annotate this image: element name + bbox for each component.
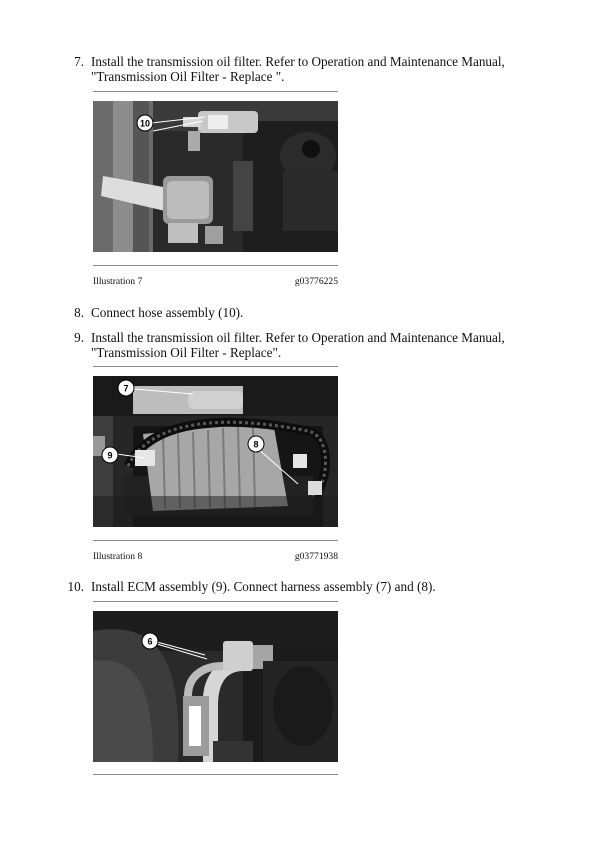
illustration-7-caption bbox=[93, 276, 338, 290]
callout-label: 6 bbox=[147, 636, 153, 647]
step-number: 8. bbox=[74, 305, 84, 320]
callout-label: 9 bbox=[107, 450, 113, 461]
divider bbox=[93, 265, 338, 266]
divider bbox=[93, 540, 338, 541]
step-text-line-1: Install ECM assembly (9). Connect harness assembly (7) and (8). bbox=[91, 579, 436, 594]
step-text-line-1: Install the transmission oil filter. Refer to Operation and Maintenance Manual, bbox=[91, 54, 505, 69]
illustration-code: g03776225 bbox=[294, 276, 338, 287]
divider bbox=[93, 366, 338, 367]
illustration-8-caption bbox=[93, 551, 338, 565]
illustration-code: g03771938 bbox=[294, 551, 338, 562]
illustration-7-photo bbox=[93, 101, 338, 252]
illustration-label: Illustration 7 bbox=[93, 276, 143, 287]
step-7 bbox=[56, 54, 556, 86]
illustration-hose-photo bbox=[93, 611, 338, 762]
divider bbox=[93, 91, 338, 92]
illustration-8-photo bbox=[93, 376, 338, 527]
step-text-line-2: "Transmission Oil Filter - Replace ". bbox=[91, 69, 285, 84]
step-number: 7. bbox=[74, 54, 84, 69]
step-10 bbox=[56, 579, 556, 595]
step-8 bbox=[56, 305, 556, 321]
step-number: 10. bbox=[67, 579, 84, 594]
callout-label: 10 bbox=[139, 118, 151, 129]
callout-label: 7 bbox=[123, 383, 129, 394]
divider bbox=[93, 774, 338, 775]
step-text-line-1: Connect hose assembly (10). bbox=[91, 305, 244, 320]
step-9 bbox=[56, 330, 556, 362]
step-number: 9. bbox=[74, 330, 84, 345]
step-text-line-1: Install the transmission oil filter. Refer to Operation and Maintenance Manual, bbox=[91, 330, 505, 345]
callout-label: 8 bbox=[253, 439, 259, 450]
step-text-line-2: "Transmission Oil Filter - Replace". bbox=[91, 345, 282, 360]
divider bbox=[93, 601, 338, 602]
illustration-label: Illustration 8 bbox=[93, 551, 143, 562]
